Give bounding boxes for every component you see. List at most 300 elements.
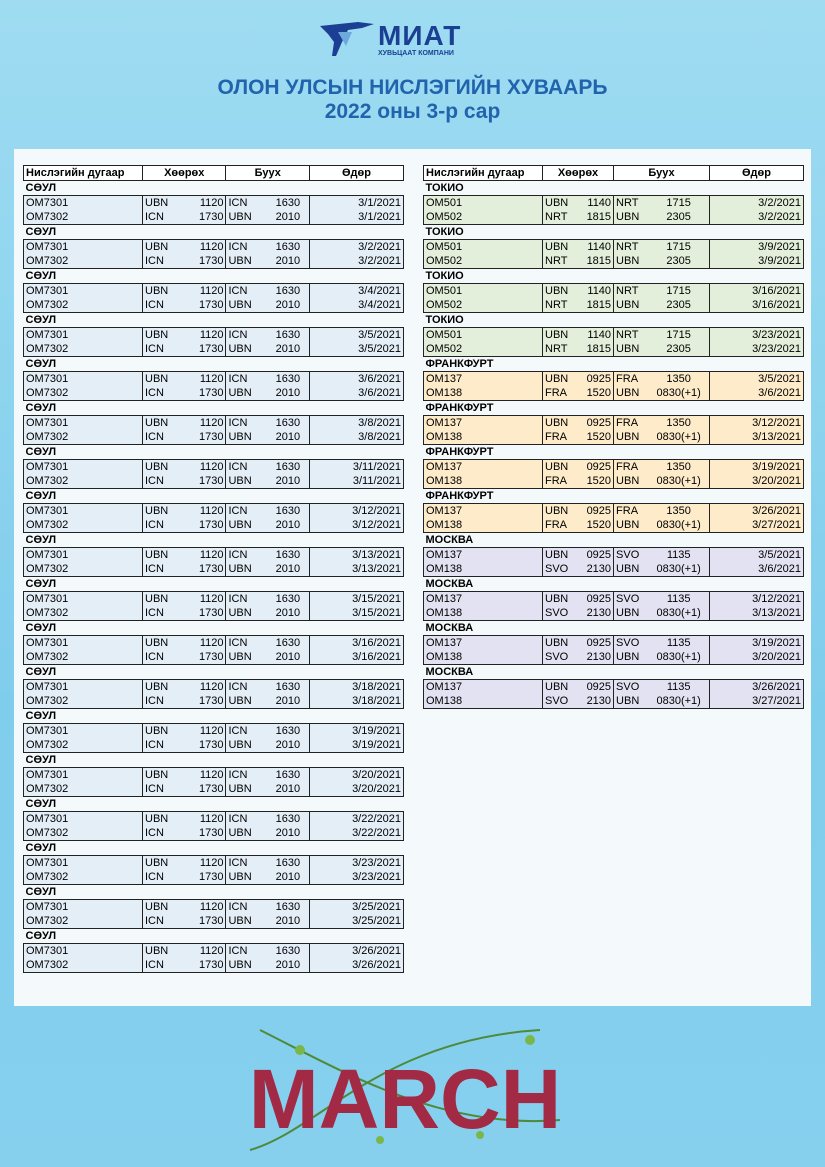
flight-number: OM7301: [24, 900, 143, 915]
arrival-airport: UBN: [614, 430, 649, 445]
arrival-time: 1630: [267, 680, 310, 695]
departure-airport: UBN: [143, 460, 184, 475]
departure-time: 1140: [577, 328, 613, 343]
col-flight-header: Нислэгийн дугаар: [24, 166, 143, 181]
city-label: МОСКВА: [425, 622, 474, 634]
departure-airport: ICN: [143, 210, 184, 225]
flight-number: OM501: [424, 284, 543, 299]
departure-airport: UBN: [543, 636, 578, 651]
city-header-row: [424, 401, 804, 416]
city-label: СӨУЛ: [25, 182, 57, 194]
arrival-time: 2010: [267, 430, 310, 445]
departure-time: 2130: [577, 606, 613, 621]
arrival-time: 1135: [648, 548, 709, 563]
departure-time: 1120: [183, 284, 226, 299]
arrival-time: 2010: [267, 474, 310, 489]
departure-airport: UBN: [143, 900, 184, 915]
flight-row: [24, 210, 404, 225]
arrival-airport: ICN: [226, 240, 267, 255]
arrival-time: 1630: [267, 724, 310, 739]
flight-number: OM138: [424, 562, 543, 577]
flight-row: [424, 504, 804, 519]
departure-time: 1815: [577, 210, 613, 225]
flight-date: 3/19/2021: [710, 460, 804, 475]
city-header-row: [424, 225, 804, 240]
arrival-airport: FRA: [614, 460, 649, 475]
departure-airport: UBN: [143, 240, 184, 255]
arrival-time: 0830(+1): [648, 694, 709, 709]
other-routes-table: [423, 165, 804, 709]
flight-row: [24, 812, 404, 827]
flight-date: 3/6/2021: [710, 386, 804, 401]
city-header-row: [424, 665, 804, 680]
arrival-time: 1715: [648, 196, 709, 211]
flight-date: 3/1/2021: [310, 210, 404, 225]
arrival-airport: ICN: [226, 548, 267, 563]
flight-number: OM137: [424, 372, 543, 387]
departure-time: 1120: [183, 460, 226, 475]
flight-number: OM502: [424, 342, 543, 357]
departure-airport: ICN: [143, 254, 184, 269]
arrival-airport: UBN: [614, 254, 649, 269]
arrival-airport: UBN: [226, 474, 267, 489]
city-label: СӨУЛ: [25, 490, 57, 502]
city-header-row: [24, 181, 404, 196]
departure-airport: UBN: [143, 504, 184, 519]
departure-time: 1520: [577, 474, 613, 489]
arrival-time: 1630: [267, 548, 310, 563]
flight-number: OM7302: [24, 562, 143, 577]
flight-number: OM137: [424, 416, 543, 431]
departure-time: 2130: [577, 562, 613, 577]
flight-number: OM138: [424, 606, 543, 621]
arrival-airport: ICN: [226, 328, 267, 343]
departure-airport: SVO: [543, 562, 578, 577]
departure-airport: FRA: [543, 474, 578, 489]
arrival-airport: ICN: [226, 636, 267, 651]
city-label: ТОКИО: [425, 226, 464, 238]
flight-row: [24, 782, 404, 797]
flight-date: 3/23/2021: [310, 870, 404, 885]
departure-airport: UBN: [543, 240, 578, 255]
arrival-time: 1350: [648, 504, 709, 519]
flight-date: 3/5/2021: [310, 342, 404, 357]
departure-time: 1730: [183, 430, 226, 445]
departure-airport: ICN: [143, 606, 184, 621]
city-label: ТОКИО: [425, 270, 464, 282]
arrival-time: 2010: [267, 826, 310, 841]
arrival-time: 2010: [267, 386, 310, 401]
arrival-airport: SVO: [614, 548, 649, 563]
city-header-row: [424, 181, 804, 196]
arrival-airport: UBN: [226, 298, 267, 313]
arrival-airport: UBN: [226, 606, 267, 621]
arrival-airport: UBN: [226, 914, 267, 929]
flight-date: 3/12/2021: [310, 504, 404, 519]
flight-date: 3/16/2021: [310, 650, 404, 665]
departure-airport: ICN: [143, 562, 184, 577]
flight-date: 3/18/2021: [310, 694, 404, 709]
flight-number: OM137: [424, 680, 543, 695]
flight-row: [24, 254, 404, 269]
departure-time: 1120: [183, 636, 226, 651]
city-label: СӨУЛ: [25, 226, 57, 238]
arrival-airport: UBN: [226, 254, 267, 269]
departure-airport: UBN: [543, 416, 578, 431]
arrival-airport: FRA: [614, 504, 649, 519]
flight-number: OM7302: [24, 606, 143, 621]
logo-name: МИАТ: [378, 20, 462, 51]
arrival-time: 1715: [648, 328, 709, 343]
flight-row: [424, 284, 804, 299]
departure-airport: ICN: [143, 298, 184, 313]
arrival-airport: ICN: [226, 284, 267, 299]
city-header-row: [24, 797, 404, 812]
arrival-time: 1630: [267, 592, 310, 607]
flight-date: 3/11/2021: [310, 460, 404, 475]
flight-date: 3/27/2021: [710, 694, 804, 709]
flight-date: 3/5/2021: [310, 328, 404, 343]
city-header-row: [24, 533, 404, 548]
flight-date: 3/15/2021: [310, 606, 404, 621]
departure-time: 0925: [577, 636, 613, 651]
city-label: МОСКВА: [425, 578, 474, 590]
flight-date: 3/16/2021: [710, 298, 804, 313]
arrival-airport: UBN: [614, 650, 649, 665]
departure-airport: SVO: [543, 694, 578, 709]
city-header-row: [424, 533, 804, 548]
march-text: MARCH: [248, 1052, 562, 1146]
flight-date: 3/26/2021: [710, 680, 804, 695]
flight-row: [24, 636, 404, 651]
arrival-airport: UBN: [226, 650, 267, 665]
departure-time: 0925: [577, 372, 613, 387]
city-header-row: [24, 489, 404, 504]
flight-number: OM7301: [24, 504, 143, 519]
flight-number: OM7302: [24, 430, 143, 445]
flight-row: [424, 592, 804, 607]
arrival-time: 2010: [267, 782, 310, 797]
flight-row: [24, 724, 404, 739]
seoul-schedule-column: [23, 165, 404, 973]
arrival-airport: UBN: [226, 562, 267, 577]
arrival-airport: UBN: [226, 342, 267, 357]
arrival-time: 1630: [267, 372, 310, 387]
arrival-airport: UBN: [614, 386, 649, 401]
flight-date: 3/23/2021: [710, 342, 804, 357]
arrival-airport: UBN: [226, 782, 267, 797]
flight-date: 3/27/2021: [710, 518, 804, 533]
departure-time: 1730: [183, 738, 226, 753]
departure-time: 1120: [183, 724, 226, 739]
city-header-row: [424, 489, 804, 504]
arrival-time: 0830(+1): [648, 430, 709, 445]
flight-date: 3/16/2021: [710, 284, 804, 299]
flight-date: 3/8/2021: [310, 416, 404, 431]
city-header-row: [24, 753, 404, 768]
flight-row: [424, 416, 804, 431]
flight-row: [424, 460, 804, 475]
arrival-airport: UBN: [614, 694, 649, 709]
flight-number: OM138: [424, 430, 543, 445]
city-header-row: [24, 665, 404, 680]
arrival-airport: FRA: [614, 416, 649, 431]
arrival-airport: UBN: [226, 958, 267, 973]
arrival-airport: UBN: [226, 430, 267, 445]
flight-number: OM7301: [24, 284, 143, 299]
arrival-time: 0830(+1): [648, 518, 709, 533]
flight-row: [424, 636, 804, 651]
flight-row: [424, 372, 804, 387]
arrival-airport: UBN: [226, 210, 267, 225]
arrival-time: 2305: [648, 298, 709, 313]
city-label: СӨУЛ: [25, 534, 57, 546]
departure-airport: ICN: [143, 474, 184, 489]
flight-date: 3/22/2021: [310, 812, 404, 827]
flight-number: OM7302: [24, 298, 143, 313]
flight-row: [24, 474, 404, 489]
departure-airport: FRA: [543, 518, 578, 533]
flight-number: OM138: [424, 386, 543, 401]
city-label: СӨУЛ: [25, 666, 57, 678]
arrival-time: 2010: [267, 518, 310, 533]
departure-time: 0925: [577, 416, 613, 431]
flight-number: OM137: [424, 636, 543, 651]
flight-row: [24, 562, 404, 577]
departure-time: 0925: [577, 680, 613, 695]
flight-row: [24, 518, 404, 533]
flight-date: 3/13/2021: [710, 606, 804, 621]
flight-date: 3/19/2021: [310, 738, 404, 753]
flight-number: OM137: [424, 548, 543, 563]
flight-date: 3/4/2021: [310, 284, 404, 299]
flight-number: OM7301: [24, 812, 143, 827]
departure-airport: UBN: [543, 592, 578, 607]
flight-number: OM7302: [24, 650, 143, 665]
flight-row: [24, 694, 404, 709]
flight-row: [424, 298, 804, 313]
arrival-time: 1630: [267, 636, 310, 651]
departure-time: 1730: [183, 386, 226, 401]
city-label: ФРАНКФУРТ: [425, 358, 494, 370]
city-label: СӨУЛ: [25, 754, 57, 766]
flight-number: OM138: [424, 518, 543, 533]
arrival-time: 1630: [267, 284, 310, 299]
departure-time: 1730: [183, 474, 226, 489]
departure-time: 1120: [183, 328, 226, 343]
flight-date: 3/20/2021: [710, 650, 804, 665]
flight-number: OM502: [424, 210, 543, 225]
arrival-time: 0830(+1): [648, 606, 709, 621]
arrival-time: 2010: [267, 870, 310, 885]
departure-time: 1815: [577, 298, 613, 313]
flight-number: OM7301: [24, 636, 143, 651]
arrival-time: 1630: [267, 504, 310, 519]
flight-number: OM501: [424, 240, 543, 255]
departure-time: 1520: [577, 430, 613, 445]
flight-date: 3/8/2021: [310, 430, 404, 445]
flight-number: OM7301: [24, 856, 143, 871]
flight-row: [24, 826, 404, 841]
flight-row: [424, 196, 804, 211]
arrival-airport: FRA: [614, 372, 649, 387]
departure-airport: UBN: [143, 768, 184, 783]
flight-date: 3/12/2021: [710, 592, 804, 607]
arrival-time: 2010: [267, 606, 310, 621]
arrival-airport: NRT: [614, 196, 649, 211]
departure-time: 1140: [577, 284, 613, 299]
flight-number: OM7302: [24, 210, 143, 225]
city-label: СӨУЛ: [25, 578, 57, 590]
departure-airport: UBN: [143, 636, 184, 651]
city-header-row: [24, 269, 404, 284]
arrival-time: 1630: [267, 944, 310, 959]
arrival-airport: UBN: [226, 738, 267, 753]
flight-number: OM7302: [24, 782, 143, 797]
flight-date: 3/13/2021: [710, 430, 804, 445]
departure-airport: ICN: [143, 826, 184, 841]
city-header-row: [424, 445, 804, 460]
march-decoration: [240, 1010, 570, 1160]
departure-airport: UBN: [543, 680, 578, 695]
departure-time: 0925: [577, 460, 613, 475]
seoul-schedule-table: [23, 165, 404, 973]
arrival-time: 2305: [648, 254, 709, 269]
flight-number: OM7301: [24, 680, 143, 695]
flight-date: 3/23/2021: [310, 856, 404, 871]
city-label: СӨУЛ: [25, 622, 57, 634]
flight-number: OM7302: [24, 386, 143, 401]
arrival-airport: ICN: [226, 724, 267, 739]
departure-time: 1120: [183, 812, 226, 827]
departure-airport: ICN: [143, 342, 184, 357]
flight-row: [424, 474, 804, 489]
flight-number: OM7301: [24, 768, 143, 783]
city-label: СӨУЛ: [25, 886, 57, 898]
flight-number: OM7301: [24, 328, 143, 343]
departure-time: 1730: [183, 518, 226, 533]
arrival-time: 0830(+1): [648, 386, 709, 401]
arrival-airport: NRT: [614, 240, 649, 255]
flight-date: 3/20/2021: [310, 768, 404, 783]
flight-number: OM502: [424, 254, 543, 269]
departure-time: 1730: [183, 826, 226, 841]
flight-date: 3/26/2021: [310, 944, 404, 959]
arrival-airport: ICN: [226, 592, 267, 607]
departure-airport: UBN: [143, 548, 184, 563]
departure-time: 1120: [183, 416, 226, 431]
departure-time: 1140: [577, 196, 613, 211]
departure-time: 1730: [183, 606, 226, 621]
departure-airport: UBN: [143, 944, 184, 959]
departure-time: 1730: [183, 958, 226, 973]
departure-time: 1120: [183, 900, 226, 915]
departure-airport: ICN: [143, 430, 184, 445]
departure-time: 1730: [183, 342, 226, 357]
flight-row: [424, 694, 804, 709]
flight-date: 3/26/2021: [310, 958, 404, 973]
flight-row: [424, 606, 804, 621]
flight-date: 3/9/2021: [710, 240, 804, 255]
arrival-airport: ICN: [226, 196, 267, 211]
flight-date: 3/20/2021: [710, 474, 804, 489]
flight-row: [24, 504, 404, 519]
departure-airport: ICN: [143, 694, 184, 709]
arrival-airport: ICN: [226, 416, 267, 431]
flight-row: [424, 254, 804, 269]
city-label: ФРАНКФУРТ: [425, 446, 494, 458]
flight-date: 3/2/2021: [310, 254, 404, 269]
arrival-time: 1630: [267, 460, 310, 475]
flight-number: OM7301: [24, 416, 143, 431]
arrival-time: 2010: [267, 210, 310, 225]
flight-date: 3/4/2021: [310, 298, 404, 313]
city-label: СӨУЛ: [25, 930, 57, 942]
flight-row: [424, 562, 804, 577]
departure-airport: NRT: [543, 210, 578, 225]
departure-airport: UBN: [143, 416, 184, 431]
departure-time: 1730: [183, 650, 226, 665]
departure-time: 1730: [183, 694, 226, 709]
city-header-row: [24, 225, 404, 240]
city-header-row: [24, 885, 404, 900]
flight-row: [24, 680, 404, 695]
other-routes-column: [423, 165, 804, 709]
flight-row: [24, 430, 404, 445]
departure-airport: ICN: [143, 738, 184, 753]
flight-number: OM7302: [24, 738, 143, 753]
flight-date: 3/22/2021: [310, 826, 404, 841]
flight-number: OM138: [424, 474, 543, 489]
col-departure-header: Хөөрөх: [543, 166, 614, 181]
city-header-row: [24, 709, 404, 724]
departure-time: 1120: [183, 372, 226, 387]
flight-number: OM7302: [24, 914, 143, 929]
departure-time: 1120: [183, 504, 226, 519]
city-header-row: [424, 621, 804, 636]
arrival-airport: ICN: [226, 372, 267, 387]
departure-airport: UBN: [143, 812, 184, 827]
arrival-time: 2010: [267, 914, 310, 929]
city-header-row: [424, 577, 804, 592]
flight-row: [424, 518, 804, 533]
departure-airport: NRT: [543, 298, 578, 313]
city-label: СӨУЛ: [25, 710, 57, 722]
flight-date: 3/16/2021: [310, 636, 404, 651]
flight-number: OM7302: [24, 958, 143, 973]
departure-airport: NRT: [543, 254, 578, 269]
flight-row: [424, 210, 804, 225]
flight-row: [424, 430, 804, 445]
flight-row: [24, 240, 404, 255]
arrival-airport: UBN: [614, 342, 649, 357]
logo-subtitle: ХУВЬЦААТ КОМПАНИ: [378, 50, 454, 57]
flight-row: [24, 958, 404, 973]
flight-row: [424, 328, 804, 343]
arrival-airport: UBN: [226, 870, 267, 885]
arrival-time: 2010: [267, 650, 310, 665]
departure-time: 1140: [577, 240, 613, 255]
departure-airport: SVO: [543, 650, 578, 665]
arrival-airport: SVO: [614, 636, 649, 651]
departure-airport: UBN: [543, 504, 578, 519]
arrival-airport: UBN: [614, 210, 649, 225]
arrival-airport: ICN: [226, 680, 267, 695]
departure-airport: UBN: [543, 196, 578, 211]
departure-time: 1120: [183, 680, 226, 695]
city-header-row: [24, 621, 404, 636]
flight-date: 3/12/2021: [710, 416, 804, 431]
